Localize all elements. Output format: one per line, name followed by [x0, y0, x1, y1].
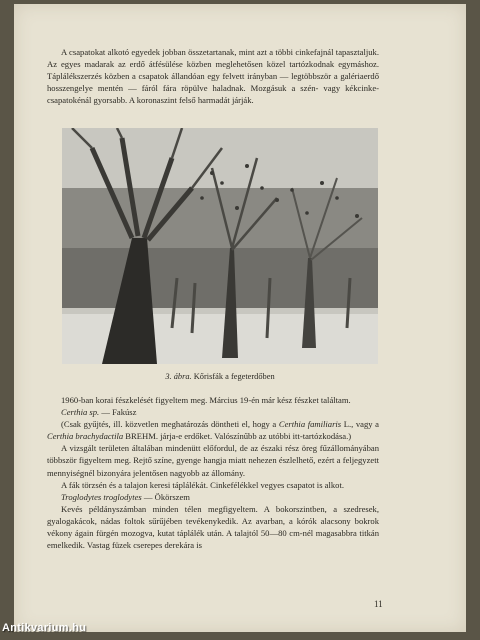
figure-caption [114, 372, 326, 381]
book-page [14, 4, 466, 632]
certhia-note [47, 418, 379, 442]
species-heading-troglodytes [47, 491, 379, 503]
species-common-name: — Ökörszem [141, 491, 190, 502]
page-number: 11 [374, 599, 383, 609]
caption-text: Kőrisfák a fegeterdőben [191, 372, 275, 381]
nesting-paragraph: 1960-ban korai fészkelését figyeltem meg. Március 19-én már kész fészket találtam. [61, 395, 351, 405]
ash-trees-photo [62, 128, 378, 364]
note-text: (Csak gyűjtés, ill. közvetlen meghatározás döntheti el, hogy a [61, 419, 279, 430]
note-sci-familiaris: Certhia familiaris [278, 419, 342, 430]
note-sci-brachydactila: Certhia brachydactila [47, 431, 124, 442]
intro-text: A csapatokat alkotó egyedek jobban összetartanak, mint azt a többi cinkefajnál tapasztaljuk. Az egyes madarak az erdő átfésülése közben meglehetősen közel tartózkodnak egymáshoz. Táplálékszerzés közben a csapatok állandóan egy felvett irányban — legtöbbször a galériaerdő hosszengelye mentén — fáról fára röpülve haladnak. Mozgásuk a szén- vagy kékcinke-csapatokénál gyorsabb. A koronaszint felső harmadát járják. [47, 47, 379, 106]
caption-number: 3. ábra. [165, 372, 192, 381]
figure-photo [62, 128, 378, 364]
note-text: BREHM. járja-e erdőket. Valószínűbb az utóbbi itt-tartózkodása.) [123, 431, 352, 442]
species-heading-certhia [47, 406, 379, 418]
certhia-occurrence: A vizsgált területen általában mindenütt előfordul, de az északi rész öreg fűzállományában többször figyeltem meg. Rejtő színe, gyenge hangja miatt nehezen észlelhető, ezért a feljegyzett mennyiségnél bizonyára jelentősen nagyobb az állomány. [47, 443, 379, 478]
species-section [47, 394, 379, 551]
species-common-name: — Fakúsz [99, 407, 137, 418]
species-sci-name: Troglodytes troglodytes [61, 491, 142, 502]
note-text: L., vagy a [341, 419, 379, 430]
site-watermark: Antikvarium.hu [2, 622, 87, 634]
intro-paragraph [47, 46, 379, 106]
certhia-feeding: A fák törzsén és a talajon keresi táplálékát. Cinkefélékkel vegyes csapatot is alkot. [61, 479, 345, 490]
troglodytes-paragraph: Kevés példányszámban minden télen megfigyeltem. A bokorszintben, a szedresek, gyalogakácok, nádas foltok sűrűjében tevékenykedik. Az avarban, a kórók alacsony bokrok vékony ágain fürgén mozogva, kutat táplálék után. A talajtól 50—80 cm-nél magasabbra titkán emelkedik. Vastag füzek cserepes derekára is [47, 503, 379, 551]
species-sci-name: Certhia sp. [61, 407, 100, 418]
